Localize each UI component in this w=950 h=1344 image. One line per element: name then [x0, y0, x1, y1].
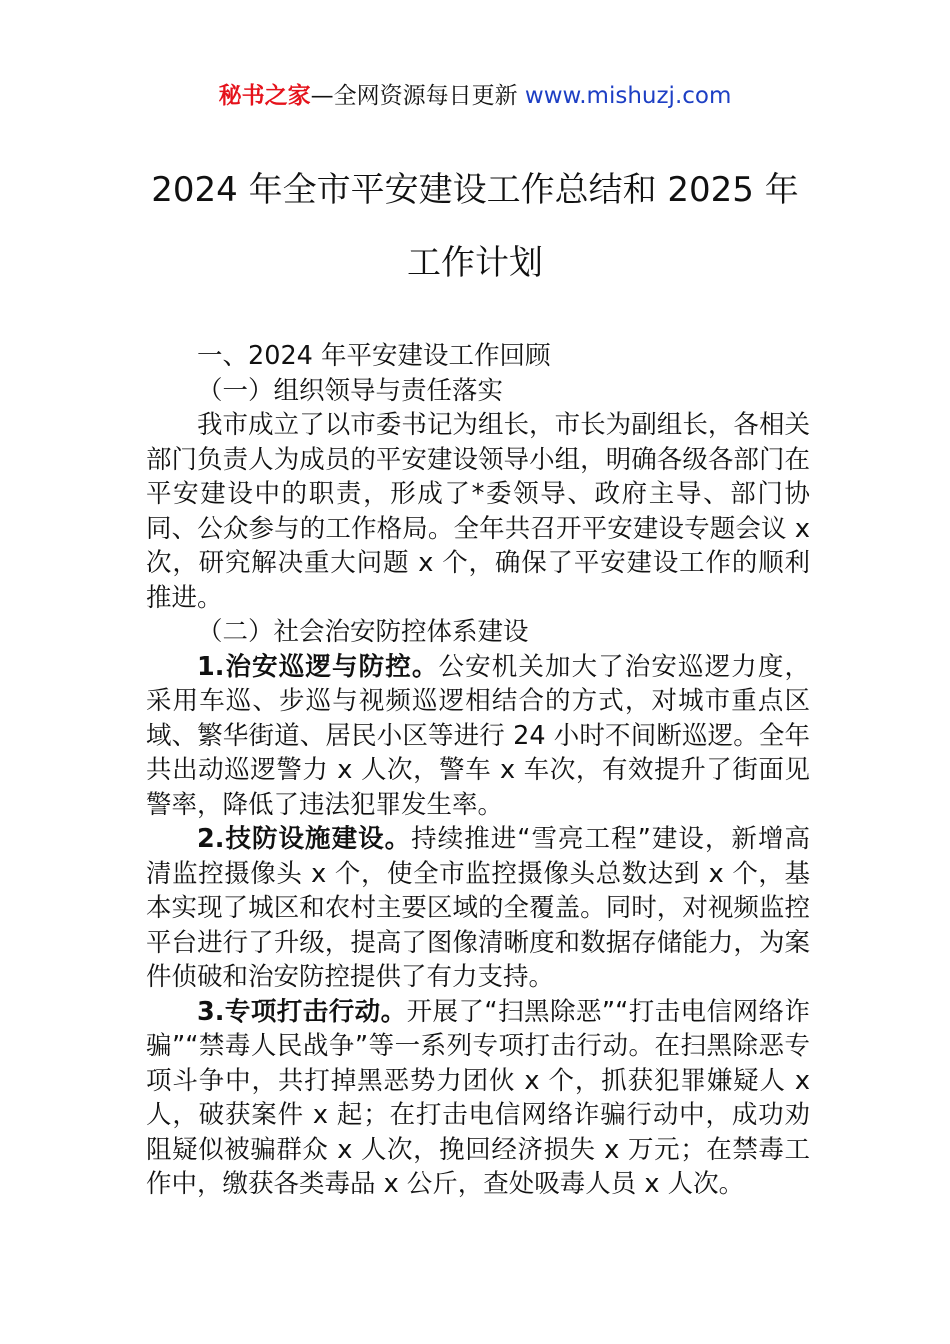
subsection-heading-1: （一）组织领导与责任落实	[197, 375, 504, 406]
item-lead-tech-defense: 2.技防设施建设。	[197, 824, 412, 854]
subsection-heading-2: （二）社会治安防控体系建设	[197, 617, 529, 647]
item-text-tech-defense: 持续推进“雪亮工程”建设，新增高清监控摄像头 x 个，使全市监控摄像头总数达到 x 个，基本实现了城区和农村主要区域的全覆盖。同时，对视频监控平台进行了升级，提高了图像清晰度和数据存储能力，为案件侦破和治安防控提供了有力支持。	[146, 824, 810, 992]
header-tagline: —全网资源每日更新	[310, 83, 518, 109]
item-lead-patrol: 1.治安巡逻与防控。	[197, 651, 439, 682]
document-title	[0, 172, 950, 282]
item-text-special-action: 开展了“扫黑除恶”“打击电信网络诈骗”“禁毒人民战争”等一系列专项打击行动。在扫黑除恶专项斗争中，共打掉黑恶势力团伙 x 个，抓获犯罪嫌疑人 x 人，破获案件 x 起；在打击电信网络诈骗行动中，成功劝阻疑似被骗群众 x 人次，挽回经济损失 x 万元；在禁毒工作中，缴获各类毒品 x 公斤，查处吸毒人员 x 人次。	[146, 996, 810, 1199]
item-text-patrol: 公安机关加大了治安巡逻力度，采用车巡、步巡与视频巡逻相结合的方式，对城市重点区域、繁华街道、居民小区等进行 24 小时不间断巡逻。全年共出动巡逻警力 x 人次，警车 x 车次，有效提升了街面见警率，降低了违法犯罪发生率。	[146, 651, 810, 820]
title-line-2: 工作计划	[407, 243, 543, 283]
paragraph-organization: 我市成立了以市委书记为组长，市长为副组长，各相关部门负责人为成员的平安建设领导小组，明确各级各部门在平安建设中的职责，形成了*委领导、政府主导、部门协同、公众参与的工作格局。全年共召开平安建设专题会议 x 次，研究解决重大问题 x 个，确保了平安建设工作的顺利推进。	[146, 410, 810, 613]
title-line-1: 2024 年全市平安建设工作总结和 2025 年	[151, 170, 799, 210]
brand-name: 秘书之家	[218, 83, 311, 109]
site-url-link[interactable]: www.mishuzj.com	[524, 83, 732, 109]
paragraph-tech-defense	[146, 822, 810, 995]
document-body	[146, 339, 810, 1202]
item-lead-special-action: 3.专项打击行动。	[197, 996, 407, 1027]
paragraph-special-action	[146, 995, 810, 1202]
section-heading: 一、2024 年平安建设工作回顾	[197, 341, 551, 371]
site-header	[0, 78, 950, 114]
paragraph-patrol	[146, 650, 810, 823]
